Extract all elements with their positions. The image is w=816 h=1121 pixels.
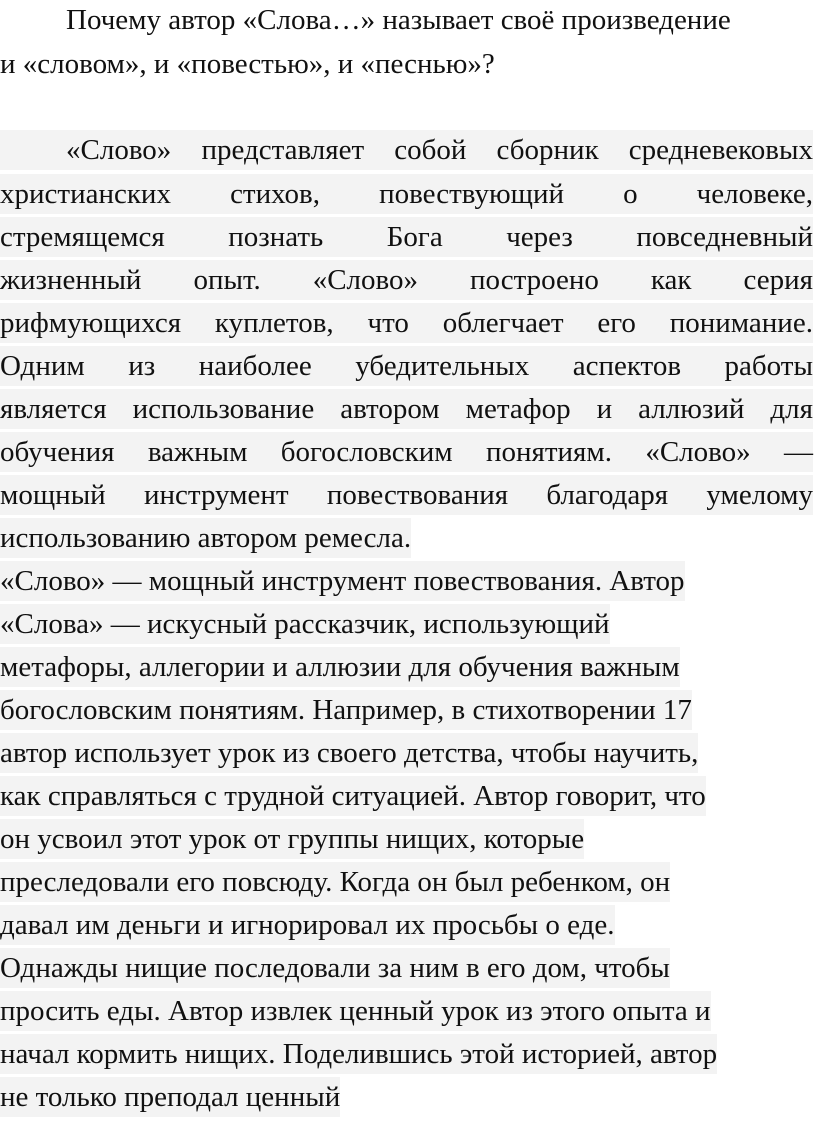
answer-p2-line-13	[0, 1077, 340, 1117]
word: опыт.	[193, 264, 261, 296]
answer-p1-line-5	[0, 303, 813, 343]
word: о	[623, 178, 638, 210]
answer-p1-line-9	[0, 475, 813, 515]
word: работы	[724, 350, 813, 382]
answer-text: Однажды нищие последовали за ним в его дом, чтобы	[0, 952, 670, 984]
word: жизненный	[0, 264, 142, 296]
word: серия	[743, 264, 813, 296]
word: его	[597, 307, 636, 339]
answer-p2-line-12	[0, 1034, 717, 1074]
answer-p1-line-4	[0, 260, 813, 300]
question-line-1	[66, 0, 731, 40]
word: понятиям.	[485, 436, 612, 468]
answer-p2-line-1	[0, 561, 685, 601]
word: для	[770, 393, 813, 425]
answer-p1-line-6	[0, 346, 813, 386]
word: понимание.	[669, 307, 813, 339]
answer-p2-line-6	[0, 776, 706, 816]
answer-text: начал кормить нищих. Поделившись этой историей, автор	[0, 1038, 718, 1070]
answer-text: «Слово» — мощный инструмент повествования. Автор	[0, 565, 685, 597]
word: «Слово»	[66, 134, 172, 166]
answer-text: использованию автором ремесла.	[0, 522, 412, 554]
word: построено	[470, 264, 599, 296]
word: обучения	[0, 436, 115, 468]
word: средневековых	[628, 134, 813, 166]
answer-p2-line-8	[0, 862, 670, 902]
answer-p1-line-2	[0, 174, 813, 214]
word: метафор	[465, 393, 571, 425]
word: познать	[228, 221, 324, 253]
answer-p2-line-3	[0, 647, 680, 687]
word: христианских	[0, 178, 171, 210]
answer-p1-line-8	[0, 432, 813, 472]
word: как	[650, 264, 692, 296]
answer-p1-line-1	[0, 130, 813, 170]
word: автором	[340, 393, 440, 425]
answer-text: не только преподал ценный	[0, 1081, 341, 1113]
word: мощный	[0, 479, 106, 511]
answer-p1-line-10	[0, 518, 411, 558]
answer-text: просить еды. Автор извлек ценный урок из этого опыта и	[0, 995, 711, 1027]
word: человеке,	[696, 178, 813, 210]
word: Бога	[386, 221, 443, 253]
word: стремящемся	[0, 221, 165, 253]
word: инструмент	[144, 479, 289, 511]
answer-text: давал им деньги и игнорировал их просьбы о еде.	[0, 909, 615, 941]
word: использование	[132, 393, 315, 425]
answer-text: автор использует урок из своего детства, чтобы научить,	[0, 737, 699, 769]
word: важным	[147, 436, 248, 468]
answer-text: как справляться с трудной ситуацией. Автор говорит, что	[0, 780, 706, 812]
word: повседневный	[636, 221, 813, 253]
word: сборник	[496, 134, 599, 166]
word: умелому	[706, 479, 813, 511]
word: аспектов	[572, 350, 682, 382]
answer-p2-line-10	[0, 948, 670, 988]
question-text: Почему автор «Слова…» называет своё произведение	[66, 4, 731, 36]
word: благодаря	[546, 479, 669, 511]
word: облегчает	[442, 307, 564, 339]
word: стихов,	[230, 178, 320, 210]
word: наиболее	[198, 350, 312, 382]
answer-text: «Слова» — искусный рассказчик, использующий	[0, 608, 610, 640]
answer-text: преследовали его повсюду. Когда он был ребенком, он	[0, 866, 671, 898]
answer-p2-line-11	[0, 991, 711, 1031]
word: «Слово»	[645, 436, 751, 468]
answer-p2-line-4	[0, 690, 692, 730]
answer-p2-line-9	[0, 905, 615, 945]
word: куплетов,	[214, 307, 334, 339]
answer-text: богословским понятиям. Например, в стихотворении 17	[0, 694, 692, 726]
word: из	[128, 350, 156, 382]
word: богословским	[280, 436, 453, 468]
word: представляет	[201, 134, 365, 166]
word: аллюзий	[638, 393, 745, 425]
answer-p2-line-7	[0, 819, 584, 859]
answer-text: метафоры, аллегории и аллюзии для обучения важным	[0, 651, 680, 683]
answer-p1-line-7	[0, 389, 813, 429]
answer-p1-line-3	[0, 217, 813, 257]
word: —	[783, 436, 813, 468]
question-text: и «словом», и «повестью», и «песнью»?	[0, 48, 495, 80]
answer-text: он усвоил этот урок от группы нищих, которые	[0, 823, 585, 855]
word: повествования	[326, 479, 509, 511]
answer-p2-line-2	[0, 604, 610, 644]
word: является	[0, 393, 107, 425]
word: через	[506, 221, 573, 253]
word: собой	[394, 134, 467, 166]
word: убедительных	[355, 350, 530, 382]
word: повествующий	[379, 178, 564, 210]
word: и	[596, 393, 613, 425]
word: рифмующихся	[0, 307, 182, 339]
word: «Слово»	[312, 264, 419, 296]
answer-p2-line-5	[0, 733, 698, 773]
word: Одним	[0, 350, 85, 382]
word: что	[367, 307, 409, 339]
question-line-2	[0, 44, 495, 84]
